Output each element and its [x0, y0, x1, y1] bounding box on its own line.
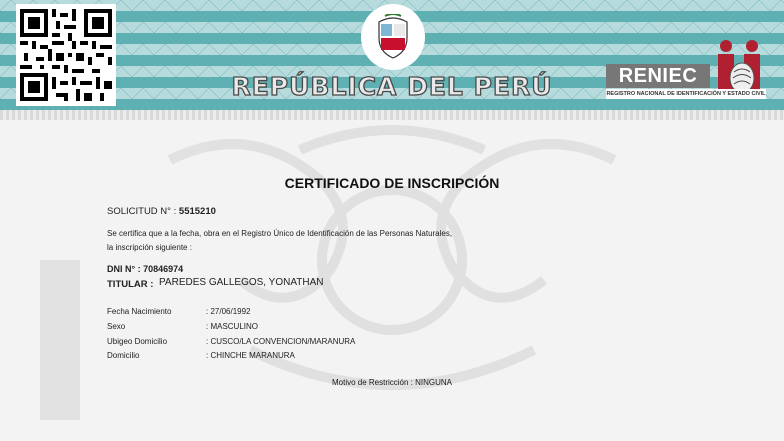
field-value: : 27/06/1992 — [206, 307, 251, 316]
field-label: Fecha Nacimiento — [107, 307, 172, 316]
brand-subtitle: REGISTRO NACIONAL DE IDENTIFICACIÓN Y ESTADO CIVIL — [606, 91, 766, 97]
titular-label: TITULAR : — [107, 279, 154, 290]
field-value: : MASCULINO — [206, 322, 259, 331]
solicitud-label: SOLICITUD N° : — [107, 206, 177, 217]
field-label: Domicilio — [107, 351, 140, 360]
brand-name: RENIEC — [606, 64, 710, 88]
document-title: CERTIFICADO DE INSCRIPCIÓN — [284, 175, 500, 191]
intro-text — [107, 227, 452, 255]
dni-label: DNI N° : — [107, 264, 141, 274]
titular-value: PAREDES GALLEGOS, YONATHAN — [159, 277, 324, 288]
dni-line — [107, 264, 183, 274]
field-value: : CUSCO/LA CONVENCION/MARANURA — [206, 337, 356, 346]
intro-line-1: Se certifica que a la fecha, obra en el Registro Único de Identificación de las Personas Naturales, — [107, 229, 453, 238]
field-label: Ubigeo Domicilio — [107, 337, 168, 346]
field-value: : CHINCHE MARANURA — [206, 351, 295, 360]
restriction-motive: Motivo de Restricción : NINGUNA — [331, 378, 453, 387]
dni-value: 70846974 — [143, 264, 184, 274]
intro-line-2: la inscripción siguiente : — [107, 243, 192, 252]
country-title: REPÚBLICA DEL PERÚ — [231, 72, 553, 101]
field-label: Sexo — [107, 322, 126, 331]
coat-of-arms-icon — [361, 4, 425, 70]
reniec-logo-icon — [712, 38, 768, 94]
header-divider — [0, 110, 784, 120]
solicitud-value: 5515210 — [178, 206, 216, 217]
solicitud-line — [107, 206, 216, 217]
